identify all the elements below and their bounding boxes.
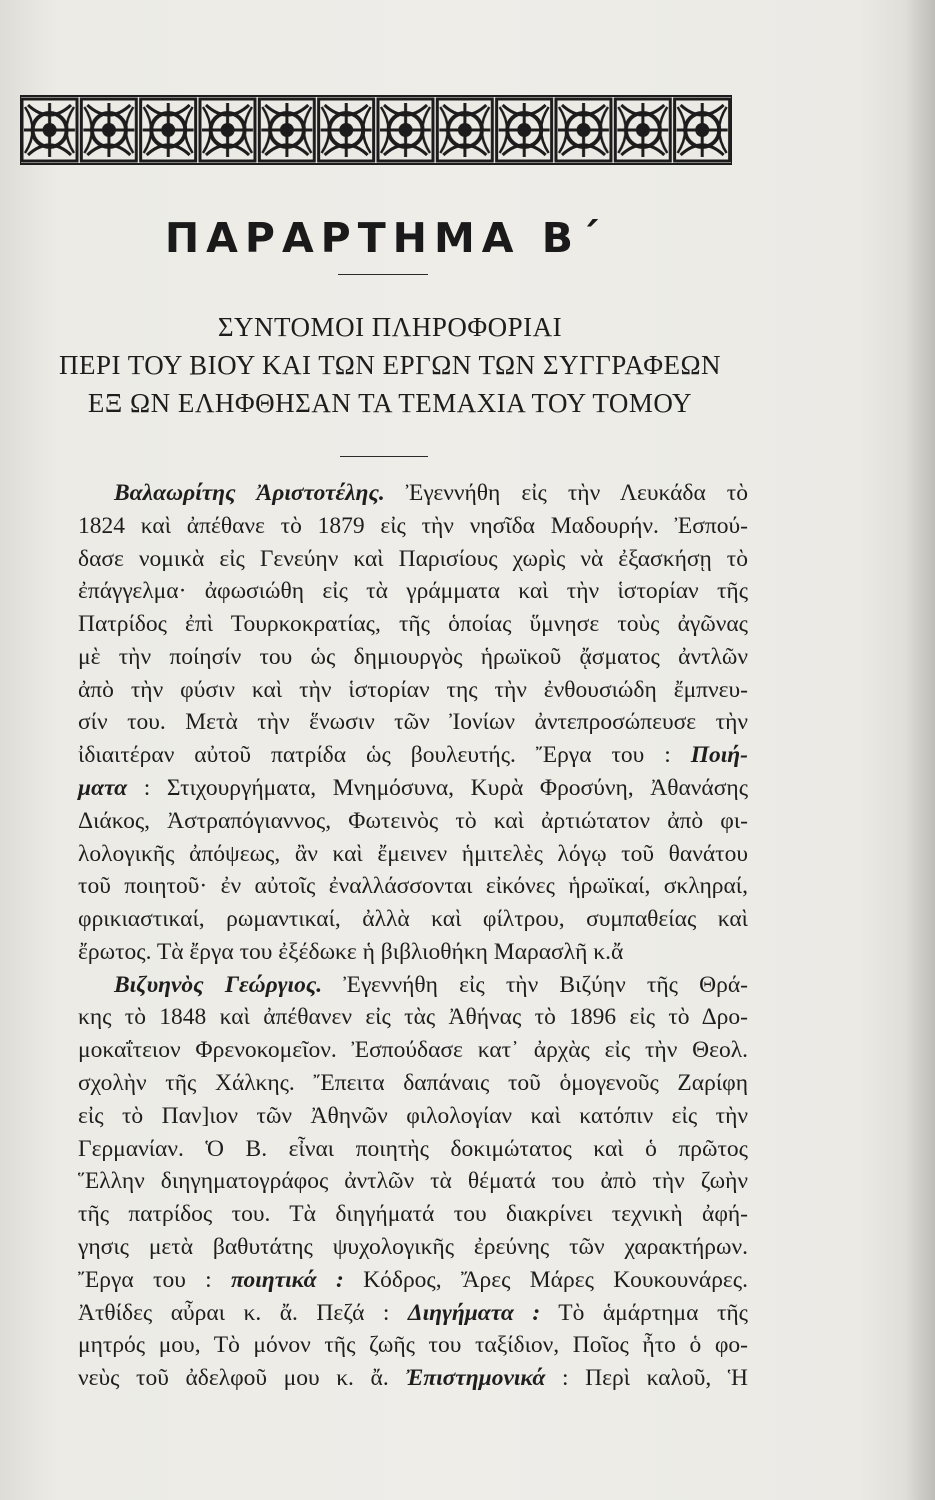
heading-line-3: ΕΞ ΩΝ ΕΛΗΦΘΗΣΑΝ ΤΑ ΤΕΜΑΧΙΑ ΤΟΥ ΤΟΜΟΥ: [87, 388, 693, 418]
text-line: [78, 511, 748, 545]
text-span: ἔρωτος. Τὰ ἔργα του ἐξέδωκε ἡ βιβλιοθήκη Μαρασλῆ κ.ἄ: [78, 938, 624, 965]
text-line: [78, 740, 748, 774]
text-line: [78, 1101, 748, 1135]
text-line: [114, 478, 748, 512]
text-span: Ἔργα του :: [78, 1266, 232, 1293]
emphasis-text: Βιζυηνὸς Γεώργιος.: [114, 971, 323, 998]
text-line: [78, 871, 748, 905]
text-line: [78, 1002, 748, 1036]
text-line: [78, 937, 748, 971]
text-span: : Περὶ καλοῦ, Ἡ: [545, 1365, 749, 1392]
text-line: [78, 576, 748, 610]
text-line: [78, 904, 748, 938]
text-span: ἐπάγγελμα· ἀφωσιώθη εἰς τὰ γράμματα καὶ τὴν ἱστορίαν τῆς: [78, 578, 748, 605]
text-line: [78, 1330, 748, 1364]
text-span: Διάκος, Ἀστραπόγιαννος, Φωτεινὸς τὸ καὶ ἀρτιώτατον ἀπὸ φι-: [78, 807, 748, 834]
text-span: δασε νομικὰ εἰς Γενεύην καὶ Παρισίους χωρὶς νὰ ἐξασκήσῃ τὸ: [78, 545, 748, 572]
text-span: τῆς πατρίδος του. Τὰ διηγήματά του διακρίνει τεχνικὴ ἀφή-: [78, 1201, 748, 1228]
text-line: [78, 707, 748, 741]
text-line: [78, 609, 748, 643]
text-span: κης τὸ 1848 καὶ ἀπέθανεν εἰς τὰς Ἀθήνας τὸ 1896 εἰς τὸ Δρο-: [78, 1004, 748, 1031]
page-edge-shadow: [905, 0, 935, 1500]
heading-divider: [340, 456, 428, 457]
text-span: 1824 καὶ ἀπέθανε τὸ 1879 εἰς τὴν νησῖδα Μαδουρήν. Ἐσπού-: [78, 512, 748, 539]
text-line: [78, 1068, 748, 1102]
text-line: [78, 1265, 748, 1299]
text-line: [78, 1166, 748, 1200]
emphasis-text: ποιητικά :: [231, 1266, 344, 1293]
text-line: [78, 1298, 748, 1332]
text-line: [78, 1232, 748, 1266]
text-line: [78, 839, 748, 873]
text-span: ἰδιαιτέραν αὐτοῦ πατρίδα ὡς βουλευτής. Ἔργα του :: [78, 742, 691, 769]
text-span: μὲ τὴν ποίησίν του ὡς δημιουργὸς ἡρωϊκοῦ ᾄσματος ἀντλῶν: [78, 643, 748, 670]
text-span: : Στιχουργήματα, Μνημόσυνα, Κυρὰ Φροσύνη, Ἀθανάσης: [127, 775, 748, 802]
text-line: [78, 1199, 748, 1233]
text-span: Πατρίδος ἐπὶ Τουρκοκρατίας, τῆς ὁποίας ὕμνησε τοὺς ἀγῶνας: [78, 611, 748, 638]
emphasis-text: Ποιή-: [690, 742, 748, 769]
emphasis-text: Διηγήματα :: [407, 1299, 541, 1326]
text-span: εἰς τὸ Παν]ιον τῶν Ἀθηνῶν φιλολογίαν καὶ κατόπιν εἰς τὴν: [78, 1102, 748, 1129]
heading-line-1: ΣΥΝΤΟΜΟΙ ΠΛΗΡΟΦΟΡΙΑΙ: [217, 312, 563, 342]
text-span: ἀπὸ τὴν φύσιν καὶ τὴν ἱστορίαν της τὴν ἐνθουσιώδη ἔμπνευ-: [78, 676, 748, 703]
text-span: Ἀτθίδες αὖραι κ. ἄ. Πεζά :: [78, 1299, 408, 1326]
text-span: σχολὴν τῆς Χάλκης. Ἔπειτα δαπάναις τοῦ ὁμογενοῦς Ζαρίφη: [78, 1070, 748, 1097]
heading-line-2: ΠΕΡΙ ΤΟΥ ΒΙΟΥ ΚΑΙ ΤΩΝ ΕΡΓΩΝ ΤΩΝ ΣΥΓΓΡΑΦΕΩΝ: [58, 350, 722, 380]
appendix-title: ΠΑΡΑΡΤΗΜΑ Β΄: [164, 214, 606, 262]
emphasis-text: Βαλαωρίτης Ἀριστοτέλης.: [114, 480, 385, 506]
text-line: [78, 1363, 748, 1397]
text-line: [78, 1134, 748, 1168]
text-span: σίν του. Μετὰ τὴν ἕνωσιν τῶν Ἰονίων ἀντεπροσώπευσε τὴν: [78, 709, 748, 736]
text-span: Ἐγεννήθη εἰς τὴν Βιζύην τῆς Θρά-: [322, 971, 748, 998]
text-span: Γερμανίαν. Ὁ Β. εἶναι ποιητὴς δοκιμώτατος καὶ ὁ πρῶτος: [78, 1135, 748, 1162]
text-span: μοκαΐτειον Φρενοκομεῖον. Ἐσπούδασε κατ᾽ ἀρχὰς εἰς τὴν Θεολ.: [78, 1037, 748, 1064]
text-line: [78, 1035, 748, 1069]
emphasis-text: ματα: [78, 775, 128, 802]
text-span: Ἕλλην διηγηματογράφος ἀντλῶν τὰ θέματά του ἀπὸ τὴν ζωὴν: [78, 1168, 748, 1195]
text-span: Κόδρος, Ἄρες Μάρες Κουκουνάρες.: [343, 1266, 748, 1293]
title-divider: [338, 274, 428, 275]
text-span: γησις μετὰ βαθυτάτης ψυχολογικῆς ἐρεύνης τῶν χαρακτήρων.: [78, 1233, 748, 1260]
text-line: [78, 544, 748, 578]
text-line: [78, 806, 748, 840]
text-span: τοῦ ποιητοῦ· ἐν αὐτοῖς ἐναλλάσσονται εἰκόνες ἡρωϊκαί, σκληραί,: [78, 873, 748, 900]
text-line: [78, 642, 748, 676]
text-line: [114, 970, 748, 1004]
text-span: μητρός μου, Τὸ μόνον τῆς ζωῆς του ταξίδιον, Ποῖος ἦτο ὁ φο-: [78, 1332, 748, 1359]
text-span: φρικιαστικαί, ρωμαντικαί, ἀλλὰ καὶ φίλτρου, συμπαθείας καὶ: [78, 906, 748, 933]
text-span: Ἐγεννήθη εἰς τὴν Λευκάδα τὸ: [384, 480, 748, 506]
emphasis-text: Ἐπιστημονικά: [405, 1365, 546, 1392]
text-span: λολογικῆς ἀπόψεως, ἂν καὶ ἔμεινεν ἡμιτελὲς λόγῳ τοῦ θανάτου: [78, 840, 748, 867]
text-span: νεὺς τοῦ ἀδελφοῦ μου κ. ἄ.: [78, 1365, 406, 1392]
decorative-header-band: [20, 95, 732, 165]
text-span: Τὸ ἁμάρτημα τῆς: [540, 1299, 748, 1326]
text-line: [78, 675, 748, 709]
text-line: [78, 773, 748, 807]
